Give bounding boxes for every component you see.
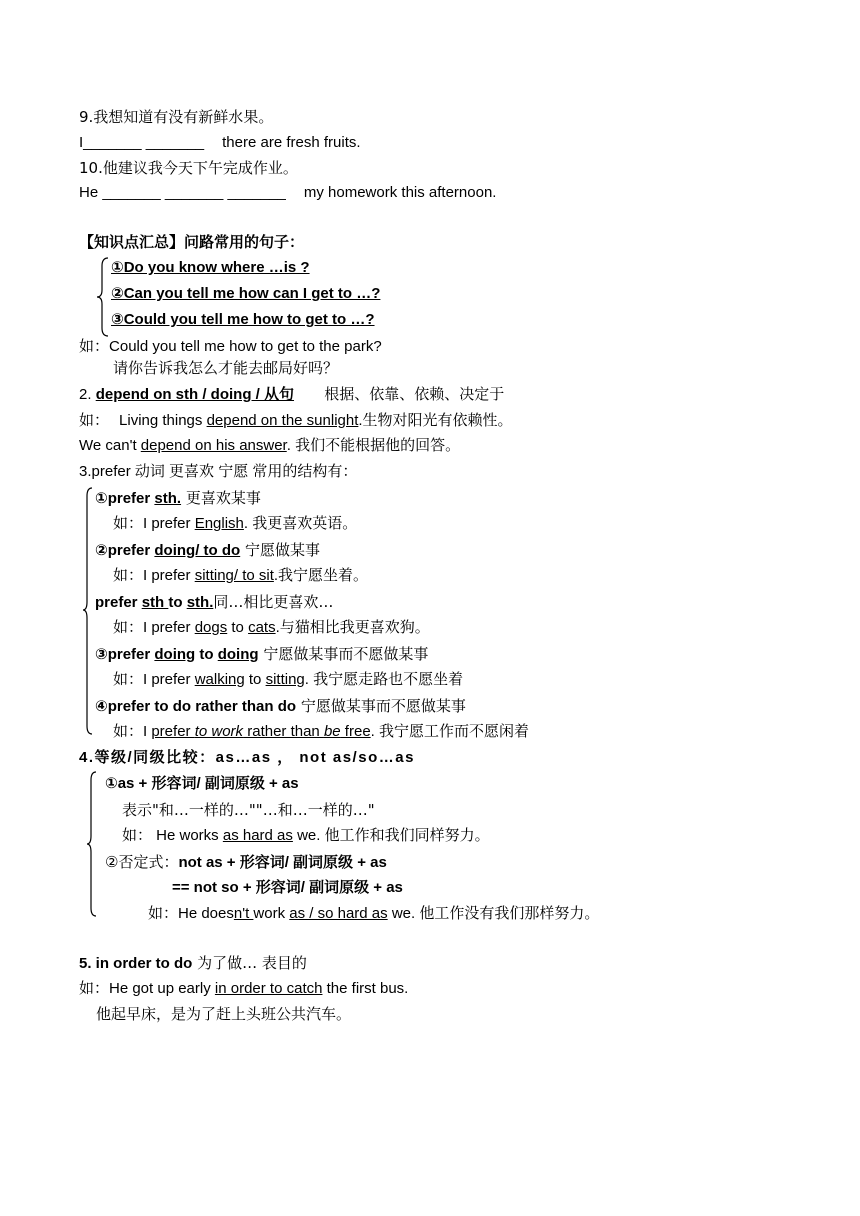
meaning: 为了做… 表目的 <box>192 954 307 972</box>
rule-meaning: 宁愿做某事而不愿做某事 <box>258 645 429 663</box>
summary-heading: 【知识点汇总】问路常用的句子： <box>79 233 305 251</box>
text: Living things <box>119 412 207 429</box>
italic-text: to work <box>194 723 244 740</box>
question-9-english <box>79 133 361 153</box>
section-number: 2. <box>79 386 92 403</box>
example-label: 如： <box>79 337 110 355</box>
prefer-example-3 <box>113 618 430 638</box>
underlined-text: cats <box>248 619 276 636</box>
italic-text: be <box>323 723 341 740</box>
sentence-tail: there are fresh fruits. <box>222 134 361 151</box>
example-english: Could you tell me how to get to the park? <box>109 338 382 355</box>
blank[interactable]: He _______ _______ _______ <box>79 184 286 201</box>
rule-meaning: 宁愿做某事而不愿做某事 <box>296 697 466 715</box>
text: 如： He works <box>122 827 223 844</box>
rule-underlined: doing <box>154 646 196 663</box>
section-5-example-chinese: 他起早床，是为了赶上头班公共汽车。 <box>96 1005 352 1023</box>
prefer-rule-3 <box>95 592 333 613</box>
text: . 我宁愿走路也不愿坐着 <box>304 671 464 688</box>
text: 如：I prefer <box>113 619 195 636</box>
text: 如：I <box>113 723 152 740</box>
text: . 我们不能根据他的回答。 <box>286 437 461 454</box>
text: 如：He does <box>148 905 234 922</box>
prefer-rule-4 <box>95 644 428 665</box>
text: we. 他工作没有我们那样努力。 <box>387 905 600 922</box>
rule-meaning: 同…相比更喜欢… <box>213 593 334 611</box>
underlined-text: depend on his answer <box>140 437 287 454</box>
text: .生物对阳光有依赖性。 <box>358 412 513 429</box>
rule: ①prefer <box>95 490 155 507</box>
rule: not as + 形容词/ 副词原级 + as <box>178 854 387 871</box>
rule-underlined: doing/ to do <box>154 542 241 559</box>
section-2-example-1 <box>79 410 513 431</box>
text: 如：I prefer <box>113 515 195 532</box>
text: the first bus. <box>322 980 409 997</box>
summary-example <box>79 336 382 357</box>
rule-underlined: sth <box>141 594 169 611</box>
underlined-text: depend on the sunlight <box>206 412 359 429</box>
underlined-text: in order to catch <box>214 980 323 997</box>
text: 如：He got up early <box>79 980 215 997</box>
text: to <box>244 671 266 688</box>
text: we. 他工作和我们同样努力。 <box>292 827 490 844</box>
rule-meaning: 宁愿做某事 <box>240 541 320 559</box>
rule: ④prefer to do rather than do <box>95 698 297 715</box>
question-10-english <box>79 183 496 203</box>
underlined-text: walking <box>194 671 245 688</box>
rule-underlined: sth. <box>154 490 182 507</box>
underlined-text: as / so hard as <box>289 905 388 922</box>
comparison-rule-1: ①as + 形容词/ 副词原级 + as <box>105 775 299 792</box>
text: work <box>253 905 290 922</box>
underlined-text: free <box>340 723 371 740</box>
underlined-text: prefer <box>151 723 195 740</box>
prefer-example-2 <box>113 566 368 586</box>
prefer-example-5 <box>113 722 529 742</box>
rule-underlined: sth. <box>186 594 214 611</box>
example-label: 如： <box>79 411 110 429</box>
rule-underlined: doing <box>217 646 259 663</box>
summary-item-3: ③Could you tell me how to get to …? <box>111 311 375 328</box>
question-10-chinese: 10.他建议我今天下午完成作业。 <box>79 159 298 177</box>
summary-example-chinese: 请你告诉我怎么才能去邮局好吗？ <box>113 359 339 377</box>
left-brace-icon <box>82 486 94 736</box>
text: 如：I prefer <box>113 671 195 688</box>
phrase: depend on sth / doing / 从句 <box>95 386 295 403</box>
section-4-title: 4.等级/同级比较：as…as ， not as/so…as <box>79 749 415 766</box>
left-brace-icon <box>96 256 110 338</box>
prefer-rule-5 <box>95 696 466 717</box>
rule-meaning: 更喜欢某事 <box>181 489 261 507</box>
prefer-rule-2 <box>95 540 320 561</box>
underlined-text: dogs <box>194 619 228 636</box>
summary-item-2: ②Can you tell me how can I get to …? <box>111 285 381 302</box>
sentence-tail: my homework this afternoon. <box>303 184 497 201</box>
text: . 我宁愿工作而不愿闲着 <box>370 723 529 740</box>
text: We can't <box>79 437 141 454</box>
prefer-example-4 <box>113 670 463 690</box>
section-5-title <box>79 953 307 974</box>
text: .与猫相比我更喜欢狗。 <box>275 619 430 636</box>
phrase: 5. in order to do <box>79 955 193 972</box>
question-9-chinese: 9.我想知道有没有新鲜水果。 <box>79 108 274 126</box>
prefer-rule-1 <box>95 488 261 509</box>
text: to <box>227 619 249 636</box>
section-3-title: 3.prefer 动词 更喜欢 宁愿 常用的结构有： <box>79 463 358 480</box>
left-brace-icon <box>86 770 98 918</box>
underlined-text: rather than <box>243 723 324 740</box>
comparison-rule-1-desc: 表示"和…一样的…""…和…一样的…" <box>122 801 375 819</box>
underlined-text: as hard as <box>222 827 293 844</box>
rule: ②prefer <box>95 542 155 559</box>
rule: ③prefer <box>95 646 155 663</box>
summary-item-1: ①Do you know where …is ? <box>111 259 310 276</box>
comparison-example-1 <box>122 826 490 846</box>
rule: to <box>195 646 218 663</box>
text: . 我更喜欢英语。 <box>243 515 358 532</box>
comparison-example-2 <box>148 904 599 924</box>
underlined-text: n't <box>233 905 254 922</box>
prefer-example-1 <box>113 514 357 534</box>
text: .我宁愿坐着。 <box>273 567 369 584</box>
meaning: 根据、依靠、依赖、决定于 <box>324 385 505 403</box>
comparison-rule-2 <box>105 852 387 873</box>
underlined-text: sitting/ to sit <box>194 567 274 584</box>
text: 如：I prefer <box>113 567 195 584</box>
blank[interactable]: I_______ _______ <box>79 134 205 151</box>
rule-label: ②否定式： <box>105 853 179 871</box>
comparison-rule-2b: == not so + 形容词/ 副词原级 + as <box>172 879 403 896</box>
rule: prefer <box>95 594 142 611</box>
underlined-text: sitting <box>265 671 305 688</box>
section-2-title <box>79 384 504 405</box>
rule: to <box>168 594 187 611</box>
section-5-example <box>79 979 408 999</box>
underlined-text: English <box>194 515 244 532</box>
section-2-example-2 <box>79 436 460 456</box>
